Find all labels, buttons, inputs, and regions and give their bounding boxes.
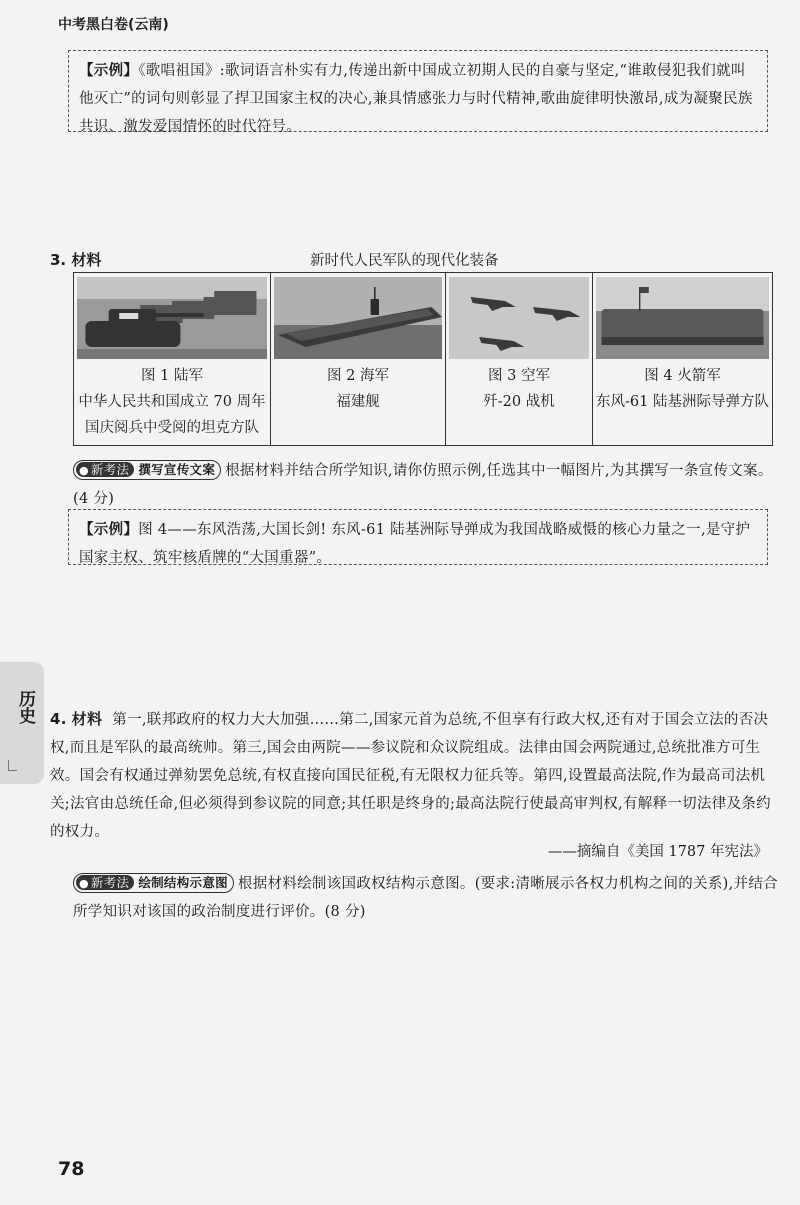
equipment-table bbox=[73, 272, 773, 446]
tank-photo bbox=[77, 277, 267, 359]
figure-description: 福建舰 bbox=[336, 394, 380, 410]
example-text: 图 4——东风浩荡,大国长剑! 东风-61 陆基洲际导弹成为我国战略威慑的核心力量之一,是守护国家主权、筑牢核盾牌的“大国重器”。 bbox=[79, 522, 751, 566]
fighter-jet-photo bbox=[449, 277, 589, 359]
material-source: ——摘编自《美国 1787 年宪法》 bbox=[547, 844, 768, 860]
figure-caption: 图 3 空军 bbox=[488, 368, 550, 384]
figure-description: 歼-20 战机 bbox=[483, 394, 555, 410]
subject-label: 历史 bbox=[15, 690, 35, 724]
figure-cell-navy bbox=[271, 273, 446, 446]
page-number: 78 bbox=[58, 1158, 85, 1180]
example-box-missile bbox=[68, 509, 768, 565]
example-text: 《歌唱祖国》:歌词语言朴实有力,传递出新中国成立初期人民的自豪与坚定,“谁敢侵犯我们就叫他灭亡”的词句则彰显了捍卫国家主权的决心,兼具情感张力与时代精神,歌曲旋律明快激昂,成为凝聚民族共识、激发爱国情怀的时代符号。 bbox=[79, 63, 753, 135]
question-3-task bbox=[73, 457, 773, 513]
example-label: 【示例】 bbox=[79, 522, 139, 538]
figure-cell-airforce bbox=[446, 273, 593, 446]
question-4-material bbox=[50, 705, 775, 846]
task-text: 根据材料绘制该国政权结构示意图。(要求:清晰展示各权力机构之间的关系),并结合所学知识对该国的政治制度进行评价。(8 分) bbox=[73, 876, 778, 920]
carrier-photo bbox=[274, 277, 442, 359]
figure-cell-rocketforce bbox=[593, 273, 773, 446]
example-box-song bbox=[68, 50, 768, 135]
method-tag: ● 新考法 撰写宣传文案 bbox=[73, 460, 221, 480]
question-number: 3. bbox=[50, 251, 67, 269]
material-label: 材料 bbox=[71, 710, 103, 728]
material-text: 第一,联邦政府的权力大大加强……第二,国家元首为总统,不但享有行政大权,还有对于国会立法的否决权,而且是军队的最高统帅。第三,国会由两院——参议院和众议院组成。法律由国会两院通过,总统批准方可生效。国会有权通过弹劾罢免总统,有权直接向国民征税,有无限权力征兵等。第四,设置最高法院,作为最高司法机关;法官由总统任命,但必须得到参议院的同意;其任职是终身的;最高法院行使最高审判权,有解释一切法律及条约的权力。 bbox=[50, 712, 771, 840]
question-3-heading bbox=[50, 249, 101, 270]
method-tag: ● 新考法 绘制结构示意图 bbox=[73, 873, 234, 893]
figure-description: 中华人民共和国成立 70 周年国庆阅兵中受阅的坦克方队 bbox=[78, 394, 266, 436]
missile-photo bbox=[596, 277, 769, 359]
figure-description: 东风-61 陆基洲际导弹方队 bbox=[596, 394, 769, 410]
material-title: 新时代人民军队的现代化装备 bbox=[310, 253, 499, 269]
figure-caption: 图 2 海军 bbox=[327, 368, 389, 384]
example-label: 【示例】 bbox=[79, 63, 139, 79]
figure-cell-army bbox=[74, 273, 271, 446]
lightbulb-icon: ● bbox=[79, 877, 89, 890]
book-title: 中考黑白卷(云南) bbox=[58, 17, 169, 33]
figure-caption: 图 4 火箭军 bbox=[644, 368, 721, 384]
bracket-mark bbox=[8, 760, 17, 771]
question-4-task bbox=[73, 870, 778, 926]
lightbulb-icon: ● bbox=[79, 464, 89, 477]
figure-caption: 图 1 陆军 bbox=[141, 368, 203, 384]
question-number: 4. bbox=[50, 710, 67, 728]
material-label: 材料 bbox=[71, 251, 102, 269]
task-text: 根据材料并结合所学知识,请你仿照示例,任选其中一幅图片,为其撰写一条宣传文案。(4 分) bbox=[73, 463, 773, 507]
